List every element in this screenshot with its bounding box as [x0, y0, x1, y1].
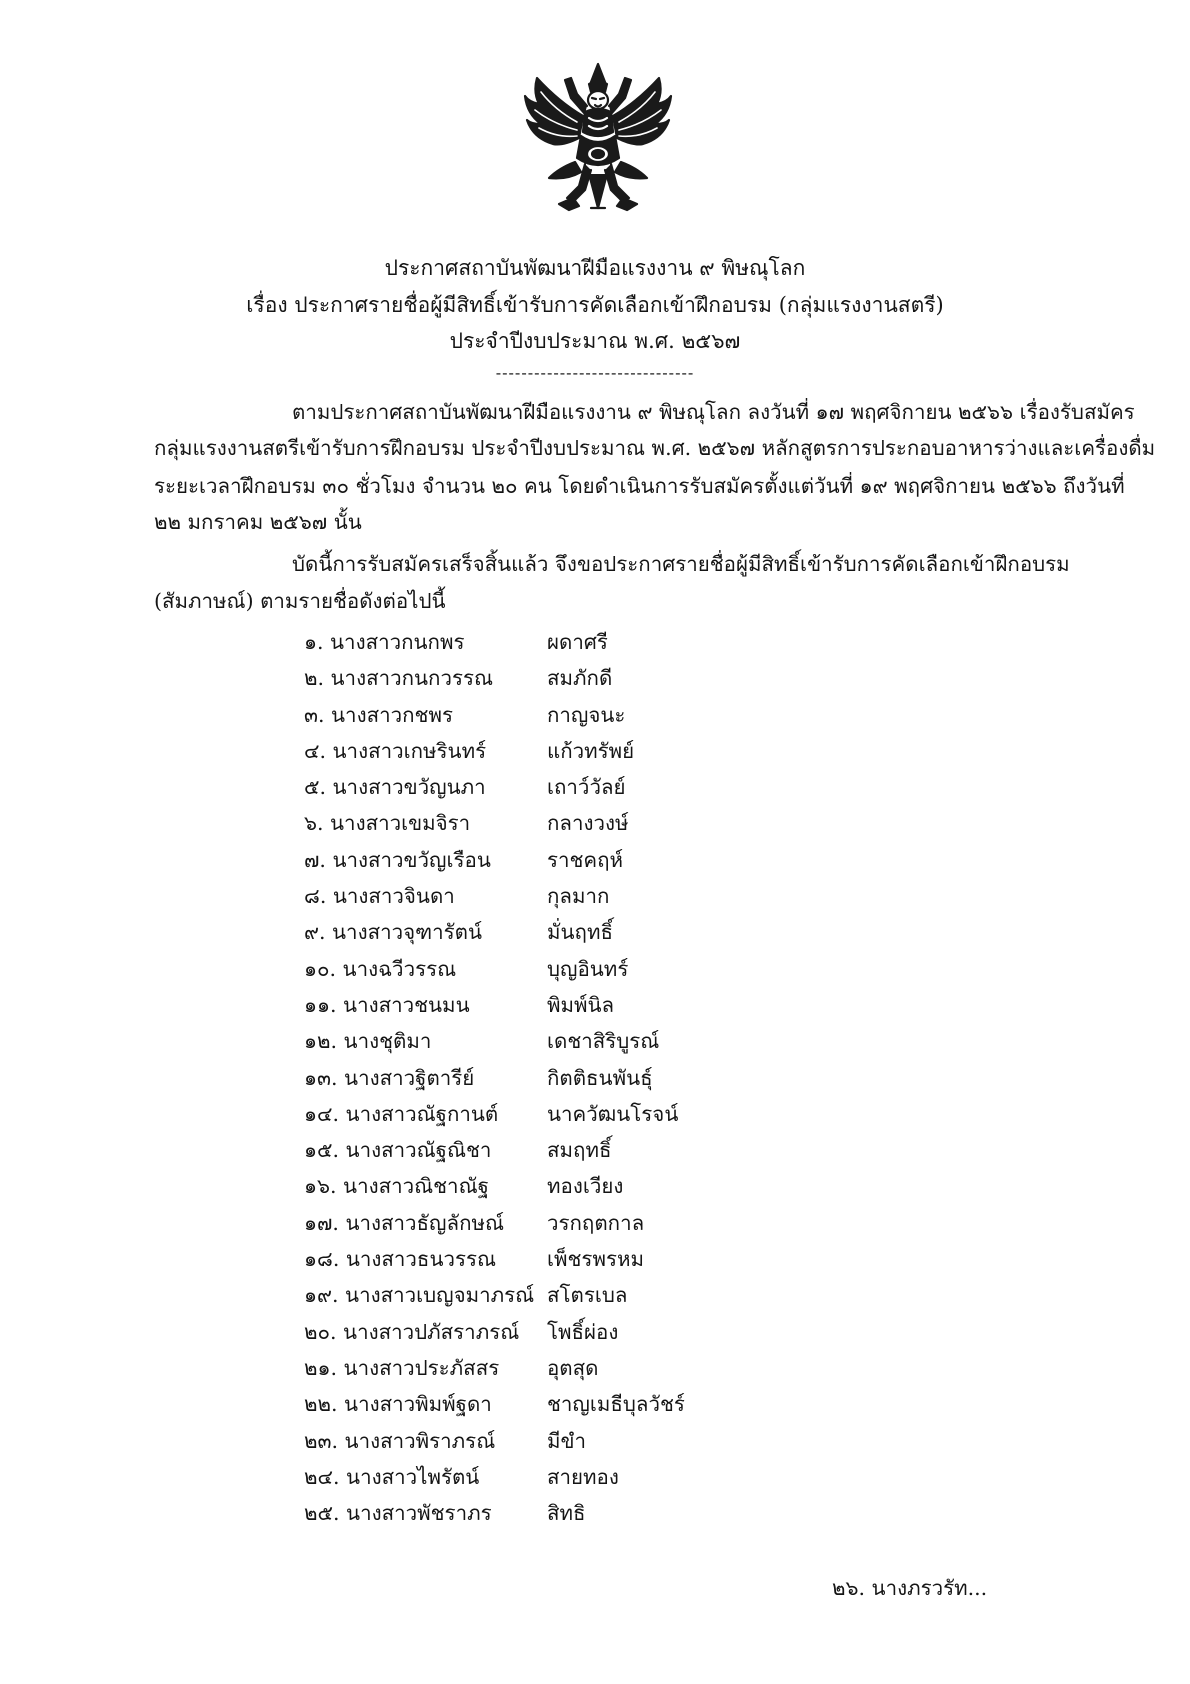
- candidate-first-name: ๓. นางสาวกชพร: [304, 702, 453, 727]
- candidate-last-name: เพ็ชรพรหม: [547, 1247, 644, 1272]
- candidate-first-name: ๑๑. นางสาวชนมน: [304, 992, 470, 1017]
- candidate-last-name: มีขำ: [547, 1428, 587, 1453]
- candidate-last-name: บุญอินทร์: [547, 956, 629, 981]
- list-item: [304, 628, 864, 664]
- candidate-last-name: ชาญเมธีบุลวัชร์: [547, 1392, 685, 1417]
- candidate-first-name: ๑๒. นางชุติมา: [304, 1029, 432, 1054]
- list-item: [304, 1354, 864, 1390]
- candidate-first-name: ๘. นางสาวจินดา: [304, 884, 455, 909]
- candidate-first-name: ๒๕. นางสาวพัชราภร: [304, 1501, 492, 1526]
- candidate-last-name: สิทธิ: [547, 1501, 586, 1526]
- candidate-last-name: นาควัฒนโรจน์: [547, 1101, 679, 1126]
- candidate-first-name: ๑๘. นางสาวธนวรรณ: [304, 1247, 497, 1272]
- candidate-last-name: สมภักดี: [547, 666, 613, 691]
- list-item: [304, 1100, 864, 1136]
- candidate-first-name: ๑๗. นางสาวธัญลักษณ์: [304, 1210, 505, 1235]
- candidate-first-name: ๑๓. นางสาวฐิตารีย์: [304, 1065, 475, 1090]
- list-item: [304, 991, 864, 1027]
- list-item: [304, 1245, 864, 1281]
- list-item: [304, 1027, 864, 1063]
- candidate-name-list: [304, 628, 864, 1535]
- candidate-last-name: กิตติธนพันธุ์: [547, 1065, 653, 1090]
- candidate-last-name: วรกฤตกาล: [547, 1210, 645, 1235]
- candidate-first-name: ๒๔. นางสาวไพรัตน์: [304, 1464, 480, 1489]
- candidate-last-name: ทองเวียง: [547, 1174, 624, 1199]
- list-item: [304, 955, 864, 991]
- list-item: [304, 882, 864, 918]
- candidate-first-name: ๑๖. นางสาวณิชาณัฐ: [304, 1174, 489, 1199]
- candidate-last-name: กลางวงษ์: [547, 811, 629, 836]
- list-item: [304, 773, 864, 809]
- announcement-title: ประกาศสถาบันพัฒนาฝีมือแรงงาน ๙ พิษณุโลก: [384, 256, 806, 280]
- list-item: [304, 1318, 864, 1354]
- candidate-last-name: โพธิ์ผ่อง: [547, 1319, 619, 1344]
- candidate-first-name: ๑๙. นางสาวเบญจมาภรณ์: [304, 1283, 535, 1308]
- candidate-first-name: ๔. นางสาวเกษรินทร์: [304, 738, 487, 763]
- list-item: [304, 1390, 864, 1426]
- candidate-first-name: ๖. นางสาวเขมจิรา: [304, 811, 471, 836]
- list-item: [304, 918, 864, 954]
- candidate-last-name: แก้วทรัพย์: [547, 738, 635, 763]
- candidate-last-name: กุลมาก: [547, 884, 610, 909]
- candidate-last-name: ผดาศรี: [547, 630, 608, 654]
- list-item: [304, 1064, 864, 1100]
- list-item: [304, 737, 864, 773]
- list-item: [304, 1427, 864, 1463]
- body-paragraph-line-3: ระยะเวลาฝึกอบรม ๓๐ ชั่วโมง จำนวน ๒๐ คน โดยดำเนินการรับสมัครตั้งแต่วันที่ ๑๙ พฤศจิกายน ๒๕๖๖ ถึงวันที่: [154, 474, 1125, 498]
- list-item: [304, 846, 864, 882]
- candidate-first-name: ๑. นางสาวกนกพร: [304, 630, 465, 654]
- candidate-first-name: ๒๐. นางสาวปภัสราภรณ์: [304, 1319, 520, 1344]
- candidate-first-name: ๗. นางสาวขวัญเรือน: [304, 847, 491, 872]
- candidate-last-name: ราชคฤห์: [547, 847, 624, 872]
- candidate-last-name: สายทอง: [547, 1464, 619, 1489]
- separator-line: -------------------------------: [495, 363, 695, 382]
- candidate-first-name: ๒๒. นางสาวพิมพ์ฐดา: [304, 1392, 492, 1417]
- candidate-first-name: ๑๐. นางฉวีวรรณ: [304, 956, 457, 981]
- candidate-first-name: ๕. นางสาวขวัญนภา: [304, 775, 486, 800]
- candidate-last-name: กาญจนะ: [547, 702, 626, 727]
- continued-on-next-page: ๒๖. นางภรวรัท...: [832, 1576, 988, 1600]
- garuda-emblem-icon: [519, 58, 677, 218]
- candidate-first-name: ๒๓. นางสาวพิราภรณ์: [304, 1428, 496, 1453]
- fiscal-year-line: ประจำปีงบประมาณ พ.ศ. ๒๕๖๗: [449, 329, 741, 353]
- candidate-last-name: พิมพ์นิล: [547, 992, 615, 1017]
- candidate-last-name: อุตสุด: [547, 1355, 599, 1380]
- list-item: [304, 1209, 864, 1245]
- body-paragraph-line-5: บัดนี้การรับสมัครเสร็จสิ้นแล้ว จึงขอประกาศรายชื่อผู้มีสิทธิ์เข้ารับการคัดเลือกเข้าฝึกอบรม: [292, 552, 1070, 576]
- list-item: [304, 1172, 864, 1208]
- candidate-last-name: สมฤทธิ์: [547, 1138, 612, 1163]
- candidate-first-name: ๑๕. นางสาวณัฐณิชา: [304, 1138, 492, 1163]
- list-item: [304, 701, 864, 737]
- list-item: [304, 1281, 864, 1317]
- candidate-last-name: สโตรเบล: [547, 1283, 628, 1308]
- announcement-subject: เรื่อง ประกาศรายชื่อผู้มีสิทธิ์เข้ารับการคัดเลือกเข้าฝึกอบรม (กลุ่มแรงงานสตรี): [246, 293, 944, 317]
- list-item: [304, 1136, 864, 1172]
- candidate-first-name: ๒๑. นางสาวประภัสสร: [304, 1355, 500, 1380]
- body-paragraph-line-6: (สัมภาษณ์) ตามรายชื่อดังต่อไปนี้: [154, 589, 446, 613]
- candidate-first-name: ๒. นางสาวกนกวรรณ: [304, 666, 494, 691]
- candidate-last-name: มั่นฤทธิ์: [547, 920, 613, 945]
- candidate-last-name: เถาว์วัลย์: [547, 775, 626, 800]
- body-paragraph-line-2: กลุ่มแรงงานสตรีเข้ารับการฝึกอบรม ประจำปีงบประมาณ พ.ศ. ๒๕๖๗ หลักสูตรการประกอบอาหารว่างและเครื่องดื่ม: [154, 436, 1156, 460]
- body-paragraph-line-4: ๒๒ มกราคม ๒๕๖๗ นั้น: [154, 510, 362, 534]
- candidate-first-name: ๑๔. นางสาวณัฐกานต์: [304, 1101, 499, 1126]
- list-item: [304, 1463, 864, 1499]
- list-item: [304, 809, 864, 845]
- list-item: [304, 664, 864, 700]
- candidate-last-name: เดชาสิริบูรณ์: [547, 1029, 660, 1054]
- body-paragraph-line-1: ตามประกาศสถาบันพัฒนาฝีมือแรงงาน ๙ พิษณุโลก ลงวันที่ ๑๗ พฤศจิกายน ๒๕๖๖ เรื่องรับสมัคร: [292, 400, 1135, 424]
- list-item: [304, 1499, 864, 1535]
- candidate-first-name: ๙. นางสาวจุฑารัตน์: [304, 920, 482, 945]
